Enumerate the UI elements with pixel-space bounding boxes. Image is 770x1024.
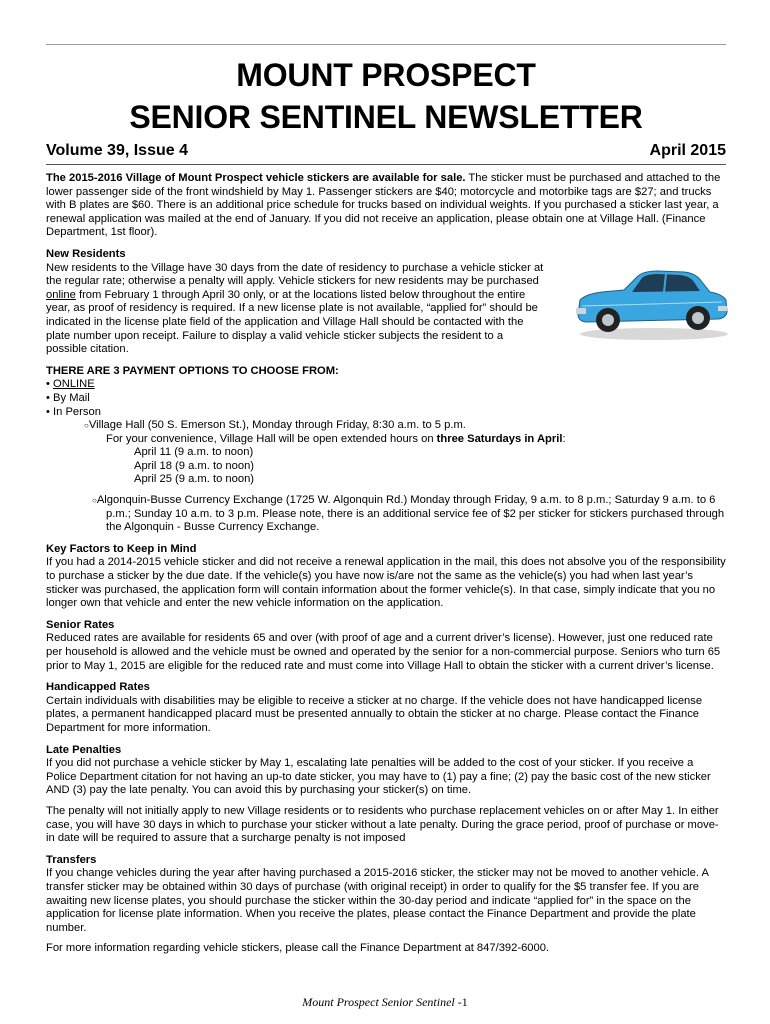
convenience-text-b: : — [562, 432, 566, 445]
new-residents-text-a: New residents to the Village have 30 days from the date of residency to purchase a vehicle sticker at the regular rate; otherwise a penalty will apply. Vehicle stickers for new residents may be purchased — [46, 261, 544, 288]
online-link[interactable]: online — [46, 288, 76, 301]
late-penalties-text-1: If you did not purchase a vehicle sticker by May 1, escalating late penalties will be added to the cost of your sticker. If you receive a Police Department citation for not having an up-to date sticker, you may have to (1) pay a fine; (2) pay the basic cost of the new sticker AND (3) pay the late penalty. You can avoid this by purchasing your sticker(s) on time. — [46, 757, 711, 797]
car-illustration — [572, 256, 730, 342]
key-factors-text: If you had a 2014-2015 vehicle sticker and did not receive a renewal application in the mail, this does not absolve you of the responsibility to purchase a sticker by the due date. If the vehicle(s) you have now is/are not the same as the vehicle(s) you had when last year’s sticker was purchased, the application form will contain information about the former vehicle(s). In that case, simply indicate that you no longer own that vehicle and enter the new vehicle information on the application. — [46, 556, 726, 610]
sub-bullet: ○ — [92, 496, 97, 506]
online-option-link[interactable]: ONLINE — [53, 378, 95, 391]
volume-label: Volume 39, Issue 4 — [46, 142, 188, 159]
convenience-text-a: For your convenience, Village Hall will be open extended hours on — [106, 432, 437, 445]
intro-lead: The 2015-2016 Village of Mount Prospect vehicle stickers are available for sale. — [46, 172, 466, 184]
late-penalties-heading: Late Penalties — [46, 743, 122, 756]
algonquin-item — [46, 494, 726, 535]
sub-bullet: ○ — [84, 421, 89, 431]
payment-heading-colon: : — [335, 364, 339, 377]
bullet: • — [46, 378, 50, 391]
new-residents-heading: New Residents — [46, 247, 126, 260]
senior-rates-heading: Senior Rates — [46, 618, 115, 631]
new-residents-text — [46, 262, 546, 357]
top-rule — [46, 44, 726, 45]
footer-page-number: -1 — [454, 995, 468, 1009]
title-line-2: SENIOR SENTINEL NEWSLETTER — [129, 99, 643, 135]
title-line-1: MOUNT PROSPECT — [236, 57, 536, 93]
option-by-mail: • By Mail — [46, 391, 90, 404]
village-hall-item — [46, 419, 726, 433]
convenience-note — [46, 433, 726, 447]
saturday-3: April 25 (9 a.m. to noon) — [134, 473, 255, 486]
issue-row — [46, 142, 726, 162]
option-online — [46, 378, 726, 392]
newsletter-page — [46, 44, 726, 956]
payment-options — [46, 378, 726, 419]
new-residents-section — [46, 248, 726, 357]
saturday-2: April 18 (9 a.m. to noon) — [134, 459, 255, 472]
convenience-bold: three Saturdays in April — [436, 432, 563, 445]
payment-heading — [46, 365, 726, 379]
transfers-text: If you change vehicles during the year after having purchased a 2015-2016 sticker, the sticker may not be moved to another vehicle. A transfer sticker may be obtained within 30 days of purchase (with original receipt) in order to qualify for the $5 transfer fee. If you are awaiting new license plates, you should purchase the sticker within the 30-day period and indicate “applied for” in the space on the application for license plate information. When you receive the plates, please contact the Finance Department and provide the plate number. — [46, 867, 709, 934]
intro-paragraph — [46, 172, 726, 240]
closing-text: For more information regarding vehicle stickers, please call the Finance Department at 847/392-6000. — [46, 942, 550, 955]
village-hall-text: Village Hall (50 S. Emerson St.), Monday through Friday, 8:30 a.m. to 5 p.m. — [88, 419, 466, 432]
saturday-1: April 11 (9 a.m. to noon) — [134, 446, 254, 459]
intro-text: The sticker must be purchased and attached to the lower passenger side of the front windshield by May 1. Passenger stickers are $40; motorcycle and motorbike tags are $27; and trucks with B plates are $60. There is an additional price schedule for trucks based on individual weights. If you purchased a sticker last year, a renewal application was mailed at the end of January. If you did not receive an application, please obtain one at Village Hall. (Finance Department, 1st floor). — [46, 172, 721, 239]
handicapped-text: Certain individuals with disabilities may be eligible to receive a sticker at no charge. If the vehicle does not have handicapped license plates, a permanent handicapped placard must be presented annually to obtain the sticker at no charge. Please contact the Finance Department for more information. — [46, 694, 703, 734]
transfers-heading: Transfers — [46, 853, 97, 866]
senior-rates-text: Reduced rates are available for residents 65 and over (with proof of age and a current driver’s license). However, just one reduced rate per household is allowed and the vehicle must be owned and operated by the senior for a non-commercial purpose. Seniors who turn 65 prior to May 1, 2015 are eligible for the reduced rate and must come into Village Hall to obtain the sticker with a current driver’s license. — [46, 632, 721, 672]
handicapped-heading: Handicapped Rates — [46, 681, 150, 694]
new-residents-text-b: from February 1 through April 30 only, or at the locations listed below throughout the entire year, as proof of residency is required. If a new license plate is not available, “applied for” should be indicated in the license plate field of the application and Village Hall should be contacted with the plate number upon receipt. Failure to display a valid vehicle sticker subjects the resident to a possible citation. — [46, 288, 538, 356]
header-rule — [46, 164, 726, 165]
footer-publication: Mount Prospect Senior Sentinel — [302, 995, 455, 1009]
payment-heading-text: THERE ARE 3 PAYMENT OPTIONS TO CHOOSE FROM — [46, 364, 336, 377]
algonquin-text: Algonquin-Busse Currency Exchange (1725 W. Algonquin Rd.) Monday through Friday, 9 a.m. to 8 p.m.; Saturday 9 a.m. to 6 p.m.; Sunday 10 a.m. to 3 p.m. Please note, there is an additional service fee of $2 per sticker for stickers purchased through the Algonquin - Busse Currency Exchange. — [96, 494, 725, 534]
key-factors-heading: Key Factors to Keep in Mind — [46, 542, 197, 555]
late-penalties-text-2: The penalty will not initially apply to new Village residents or to residents who purchase replacement vehicles on or after May 1. In either case, you will have 30 days in which to purchase your sticker without a late penalty. During the grace period, proof of purchase or move-in date will be required to assure that a surcharge penalty is not imposed — [46, 804, 719, 845]
page-footer — [0, 995, 770, 1010]
issue-date: April 2015 — [649, 142, 726, 159]
option-in-person: • In Person — [46, 405, 101, 418]
